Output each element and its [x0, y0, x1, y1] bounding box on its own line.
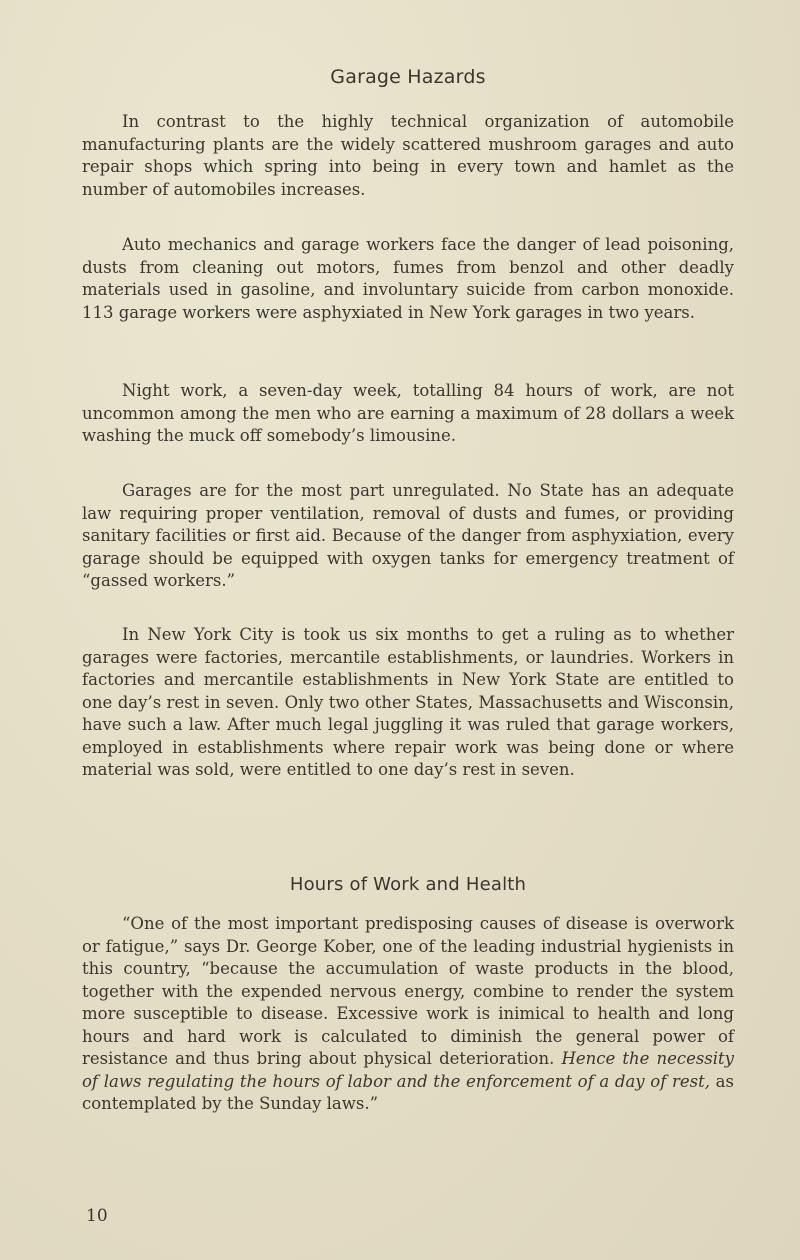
paragraph: Auto mechanics and garage workers face the danger of lead poisoning, dusts from cleaning out motors, fumes from benzol and other deadly materials used in gasoline, and involuntary suicide from carbon monoxide. 113 garage workers were asphyxiated in New York garages in two years.	[82, 235, 734, 322]
quote-text: “One of the most important predisposing causes of disease is overwork or fatigue,” says Dr. George Kober, one of the leading industrial hygienists in this country, “because the accumulation of waste products in the blood, together with the expended nervous energy, combine to render the system more susceptible to disease. Excessive work is inimical to health and long hours and hard work is calculated to diminish the general power of resistance and thus bring about physical deterioration.	[82, 914, 734, 1068]
quote-text-end: as contemplated by the Sunday laws.”	[82, 1071, 734, 1113]
quote-italic-text: Hence the necessity of laws regulating the hours of labor and the enforcement of a day of rest,	[82, 1049, 735, 1091]
section-title-hours-of-work: Hours of Work and Health	[289, 874, 527, 895]
paragraph: In New York City is took us six months to get a ruling as to whether garages were factories, mercantile establishments, or laundries. Workers in factories and mercantile establishments in New York State are entitled to one day’s rest in seven. Only two other States, Massachusetts and Wisconsin, have such a law. After much legal juggling it was ruled that garage workers, employed in establishments where repair work was being done or where material was sold, were entitled to one day’s rest in seven.	[82, 625, 734, 779]
paragraph: Night work, a seven-day week, totalling 84 hours of work, are not uncommon among the men who are earning a maximum of 28 dollars a week washing the muck off somebody’s limousine.	[82, 381, 734, 445]
paragraph: Garages are for the most part unregulated. No State has an adequate law requiring proper ventilation, removal of dusts and fumes, or providing sanitary facilities or first aid. Because of the danger from asphyxiation, every garage should be equipped with oxygen tanks for emergency treatment of “gassed workers.”	[82, 481, 734, 590]
paragraph: In contrast to the highly technical organization of automobile manufacturing plants are the widely scattered mushroom garages and auto repair shops which spring into being in every town and hamlet as the number of automobiles increases.	[82, 112, 734, 199]
page-number: 10	[86, 1206, 108, 1226]
paragraph-quote	[82, 913, 734, 1116]
section-title-garage-hazards: Garage Hazards	[330, 66, 486, 88]
